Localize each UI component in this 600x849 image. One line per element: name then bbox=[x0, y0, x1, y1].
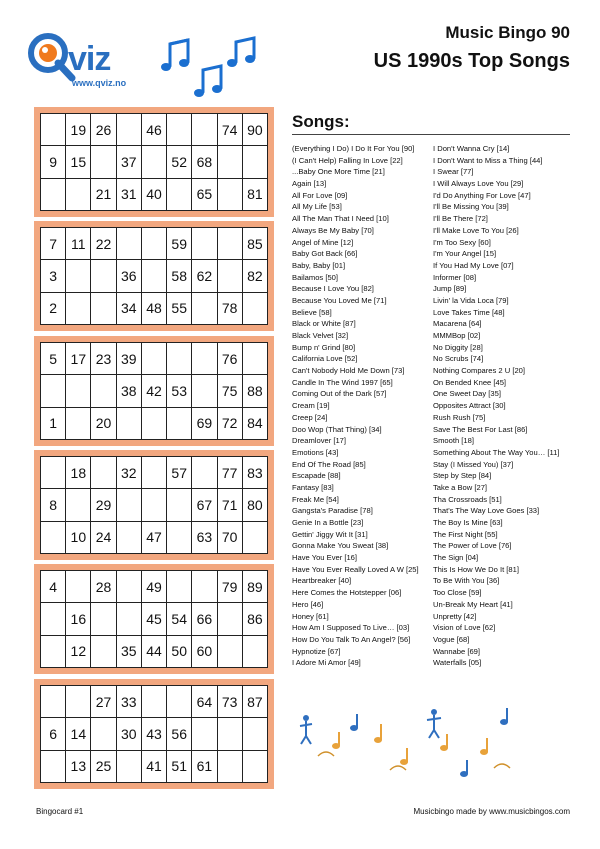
bingo-cell: 44 bbox=[141, 635, 166, 667]
song-item: Fantasy [83] bbox=[292, 482, 334, 492]
bingo-cell bbox=[242, 718, 267, 750]
bingo-cell: 65 bbox=[192, 178, 217, 210]
bingo-row bbox=[41, 228, 268, 260]
bingo-cell: 11 bbox=[66, 228, 91, 260]
bingo-cell bbox=[66, 489, 91, 521]
song-item: How Do You Talk To An Angel? [56] bbox=[292, 634, 411, 644]
theme-title: US 1990s Top Songs bbox=[373, 50, 570, 72]
song-item: Something About The Way You… [11] bbox=[433, 447, 560, 457]
bingo-cell: 15 bbox=[66, 146, 91, 178]
qviz-logo bbox=[28, 28, 148, 103]
bingo-cell: 50 bbox=[167, 635, 192, 667]
song-item: Bump n' Grind [80] bbox=[292, 342, 356, 352]
song-item: Gettin' Jiggy Wit It [31] bbox=[292, 529, 368, 539]
bingo-cell: 25 bbox=[91, 750, 116, 782]
bingo-cell: 36 bbox=[116, 260, 141, 292]
bingo-cell bbox=[167, 686, 192, 718]
song-item: Stay (I Missed You) [37] bbox=[433, 459, 514, 469]
song-item: Gangsta's Paradise [78] bbox=[292, 506, 373, 516]
song-item: No Scrubs [74] bbox=[433, 354, 484, 364]
bingo-card bbox=[34, 107, 274, 217]
songs-column-1 bbox=[292, 143, 419, 669]
bingo-cell bbox=[66, 260, 91, 292]
bingo-cell: 69 bbox=[192, 407, 217, 439]
bingo-cell bbox=[217, 146, 242, 178]
bingo-cell: 39 bbox=[116, 343, 141, 375]
bingo-grid bbox=[40, 570, 268, 668]
bingo-card bbox=[34, 450, 274, 560]
song-item: Informer [08] bbox=[433, 272, 477, 282]
bingo-cell: 46 bbox=[141, 114, 166, 146]
bingo-cell bbox=[242, 343, 267, 375]
bingo-cell bbox=[167, 521, 192, 553]
song-item: Escapade [88] bbox=[292, 471, 341, 481]
song-item: Opposites Attract [30] bbox=[433, 401, 506, 411]
bingo-cell: 86 bbox=[242, 603, 267, 635]
song-item: Save The Best For Last [86] bbox=[433, 424, 528, 434]
bingo-row bbox=[41, 260, 268, 292]
bingo-cell: 8 bbox=[41, 489, 66, 521]
bingo-cell: 73 bbox=[217, 686, 242, 718]
card-label: Bingocard #1 bbox=[36, 807, 84, 816]
bingo-cell: 26 bbox=[91, 114, 116, 146]
song-item: Black Velvet [32] bbox=[292, 331, 349, 340]
song-item: Baby Got Back [66] bbox=[292, 249, 358, 259]
bingo-cell bbox=[91, 260, 116, 292]
song-item: Rush Rush [75] bbox=[433, 412, 486, 422]
bingo-cell: 32 bbox=[116, 457, 141, 489]
bingo-cell: 58 bbox=[167, 260, 192, 292]
bingo-cell: 5 bbox=[41, 343, 66, 375]
bingo-cell bbox=[141, 489, 166, 521]
song-item: Un-Break My Heart [41] bbox=[433, 599, 513, 609]
bingo-cell: 10 bbox=[66, 521, 91, 553]
bingo-cell: 56 bbox=[167, 718, 192, 750]
bingo-cell: 37 bbox=[116, 146, 141, 178]
song-item: Genie In a Bottle [23] bbox=[292, 518, 364, 527]
bingo-cell: 7 bbox=[41, 228, 66, 260]
bingo-cell: 60 bbox=[192, 635, 217, 667]
brand-url: www.qviz.no bbox=[72, 78, 127, 88]
song-item: No Diggity [28] bbox=[433, 342, 483, 352]
song-item: I'll Make Love To You [26] bbox=[433, 225, 519, 235]
bingo-cell bbox=[116, 521, 141, 553]
song-item: Jump [89] bbox=[433, 284, 467, 294]
bingo-cell bbox=[41, 635, 66, 667]
bingo-cell bbox=[141, 457, 166, 489]
bingo-cell: 67 bbox=[192, 489, 217, 521]
bingo-cell: 13 bbox=[66, 750, 91, 782]
bingo-cell bbox=[141, 343, 166, 375]
bingo-cell: 79 bbox=[217, 571, 242, 603]
song-item: I'm Too Sexy [60] bbox=[433, 237, 491, 247]
bingo-row bbox=[41, 635, 268, 667]
bingo-grid bbox=[40, 227, 268, 325]
song-item: Have You Ever Really Loved A W [25] bbox=[292, 564, 419, 574]
bingo-cell bbox=[192, 571, 217, 603]
bingo-cell: 53 bbox=[167, 375, 192, 407]
song-item: Waterfalls [05] bbox=[433, 658, 482, 668]
song-item: I Don't Wanna Cry [14] bbox=[433, 144, 510, 153]
song-item: Bailamos [50] bbox=[292, 272, 339, 282]
bingo-grid bbox=[40, 685, 268, 783]
bingo-cell bbox=[41, 686, 66, 718]
song-item: Tha Crossroads [51] bbox=[433, 494, 502, 504]
bingo-cell bbox=[116, 603, 141, 635]
song-item: I'm Your Angel [15] bbox=[433, 249, 497, 259]
song-item: Doo Wop (That Thing) [34] bbox=[292, 424, 382, 434]
bingo-cell: 54 bbox=[167, 603, 192, 635]
bingo-cell bbox=[66, 292, 91, 324]
bingo-cell: 12 bbox=[66, 635, 91, 667]
bingo-cell bbox=[141, 407, 166, 439]
song-item: Believe [58] bbox=[292, 307, 332, 317]
bingo-row bbox=[41, 343, 268, 375]
songs-heading: Songs: bbox=[292, 112, 350, 131]
bingo-row bbox=[41, 489, 268, 521]
song-item: That's The Way Love Goes [33] bbox=[433, 506, 540, 516]
song-item: I'll Be Missing You [39] bbox=[433, 202, 509, 212]
bingo-cell: 80 bbox=[242, 489, 267, 521]
bingo-cell: 71 bbox=[217, 489, 242, 521]
song-item: Candle In The Wind 1997 [65] bbox=[292, 377, 393, 387]
song-item: The Boy Is Mine [63] bbox=[433, 518, 503, 527]
song-item: Can't Nobody Hold Me Down [73] bbox=[292, 366, 405, 376]
song-item: California Love [52] bbox=[292, 354, 358, 364]
song-item: Smooth [18] bbox=[433, 436, 474, 446]
bingo-cell: 43 bbox=[141, 718, 166, 750]
bingo-cell: 47 bbox=[141, 521, 166, 553]
bingo-grid bbox=[40, 342, 268, 440]
bingo-cell: 16 bbox=[66, 603, 91, 635]
bingo-cell: 2 bbox=[41, 292, 66, 324]
bingo-cell bbox=[66, 407, 91, 439]
bingo-cell: 85 bbox=[242, 228, 267, 260]
bingo-cell: 30 bbox=[116, 718, 141, 750]
song-item: The Sign [04] bbox=[433, 553, 479, 563]
dancing-notes-illustration bbox=[294, 704, 524, 784]
bingo-row bbox=[41, 718, 268, 750]
song-item: Because You Loved Me [71] bbox=[292, 295, 387, 305]
bingo-cell bbox=[91, 375, 116, 407]
song-item: Wannabe [69] bbox=[433, 646, 481, 656]
bingo-cell: 74 bbox=[217, 114, 242, 146]
bingo-cell: 52 bbox=[167, 146, 192, 178]
bingo-cell bbox=[192, 292, 217, 324]
bingo-cell: 4 bbox=[41, 571, 66, 603]
bingo-row bbox=[41, 178, 268, 210]
song-item: I Swear [77] bbox=[433, 167, 474, 177]
svg-text:viz: viz bbox=[68, 40, 111, 78]
bingo-cell bbox=[141, 228, 166, 260]
bingo-cell bbox=[167, 489, 192, 521]
song-item: End Of The Road [85] bbox=[292, 459, 366, 469]
bingo-cell bbox=[141, 146, 166, 178]
bingo-cell: 31 bbox=[116, 178, 141, 210]
song-item: This Is How We Do It [81] bbox=[433, 564, 519, 574]
bingo-card bbox=[34, 679, 274, 789]
song-item: I'll Be There [72] bbox=[433, 214, 488, 224]
bingo-cell: 23 bbox=[91, 343, 116, 375]
song-item: I Don't Want to Miss a Thing [44] bbox=[433, 155, 543, 165]
song-item: Always Be My Baby [70] bbox=[292, 225, 374, 235]
bingo-cell: 70 bbox=[217, 521, 242, 553]
song-item: If You Had My Love [07] bbox=[433, 260, 514, 270]
divider bbox=[292, 134, 570, 135]
music-notes-icon bbox=[158, 34, 268, 104]
bingo-cell: 82 bbox=[242, 260, 267, 292]
song-item: Because I Love You [82] bbox=[292, 284, 374, 294]
bingo-cell bbox=[217, 260, 242, 292]
bingo-cell: 49 bbox=[141, 571, 166, 603]
bingo-cell: 72 bbox=[217, 407, 242, 439]
bingo-cell bbox=[91, 635, 116, 667]
bingo-cell: 29 bbox=[91, 489, 116, 521]
bingo-cell bbox=[217, 228, 242, 260]
bingo-row bbox=[41, 146, 268, 178]
song-item: Baby, Baby [01] bbox=[292, 260, 346, 270]
song-item: Love Takes Time [48] bbox=[433, 307, 505, 317]
bingo-cell: 17 bbox=[66, 343, 91, 375]
bingo-cell bbox=[66, 375, 91, 407]
bingo-cell: 24 bbox=[91, 521, 116, 553]
bingo-cell bbox=[116, 489, 141, 521]
bingo-cell bbox=[41, 457, 66, 489]
song-item: MMMBop [02] bbox=[433, 331, 481, 340]
song-item: Freak Me [54] bbox=[292, 494, 339, 504]
bingo-cell: 21 bbox=[91, 178, 116, 210]
song-item: Angel of Mine [12] bbox=[292, 237, 354, 247]
song-item: To Be With You [36] bbox=[433, 576, 500, 586]
bingo-cell bbox=[242, 292, 267, 324]
bingo-cell: 81 bbox=[242, 178, 267, 210]
song-item: Creep [24] bbox=[292, 412, 328, 422]
bingo-cell: 42 bbox=[141, 375, 166, 407]
bingo-cell bbox=[217, 635, 242, 667]
bingo-cell: 63 bbox=[192, 521, 217, 553]
song-item: Livin' la Vida Loca [79] bbox=[433, 295, 509, 305]
bingo-cell bbox=[192, 718, 217, 750]
bingo-cell: 22 bbox=[91, 228, 116, 260]
bingo-cell bbox=[217, 718, 242, 750]
bingo-cell: 41 bbox=[141, 750, 166, 782]
bingo-cell bbox=[217, 750, 242, 782]
song-item: Gonna Make You Sweat [38] bbox=[292, 541, 389, 551]
bingo-cell bbox=[41, 178, 66, 210]
song-item: Again [13] bbox=[292, 179, 327, 189]
bingo-cell bbox=[242, 146, 267, 178]
bingo-cell: 88 bbox=[242, 375, 267, 407]
bingo-cell: 14 bbox=[66, 718, 91, 750]
bingo-row bbox=[41, 114, 268, 146]
bingo-card bbox=[34, 564, 274, 674]
song-item: The Power of Love [76] bbox=[433, 541, 512, 551]
bingo-cell bbox=[91, 292, 116, 324]
bingo-cell: 6 bbox=[41, 718, 66, 750]
bingo-cell bbox=[192, 343, 217, 375]
song-item: (Everything I Do) I Do It For You [90] bbox=[292, 144, 415, 153]
bingo-cell: 59 bbox=[167, 228, 192, 260]
song-item: How Am I Supposed To Live… [03] bbox=[292, 623, 410, 633]
bingo-cell bbox=[167, 343, 192, 375]
bingo-cell: 55 bbox=[167, 292, 192, 324]
bingo-cell bbox=[116, 571, 141, 603]
bingo-cell: 83 bbox=[242, 457, 267, 489]
bingo-grid bbox=[40, 113, 268, 211]
credit-text: Musicbingo made by www.musicbingos.com bbox=[413, 807, 570, 816]
bingo-cell bbox=[66, 686, 91, 718]
song-item: Unpretty [42] bbox=[433, 611, 477, 621]
bingo-cell: 40 bbox=[141, 178, 166, 210]
song-item: Vision of Love [62] bbox=[433, 623, 496, 633]
song-item: Too Close [59] bbox=[433, 588, 482, 598]
bingo-cell: 61 bbox=[192, 750, 217, 782]
bingo-cell bbox=[141, 260, 166, 292]
bingo-cell: 18 bbox=[66, 457, 91, 489]
game-title: Music Bingo 90 bbox=[445, 23, 570, 42]
bingo-cell: 78 bbox=[217, 292, 242, 324]
bingo-row bbox=[41, 407, 268, 439]
bingo-cell: 75 bbox=[217, 375, 242, 407]
bingo-cell bbox=[167, 571, 192, 603]
song-item: All The Man That I Need [10] bbox=[292, 214, 389, 224]
song-item: Coming Out of the Dark [57] bbox=[292, 389, 387, 399]
bingo-cell bbox=[116, 114, 141, 146]
song-item: I'd Do Anything For Love [47] bbox=[433, 190, 531, 200]
song-item: Honey [61] bbox=[292, 611, 329, 621]
bingo-cell bbox=[91, 718, 116, 750]
bingo-cell: 27 bbox=[91, 686, 116, 718]
bingo-cell: 64 bbox=[192, 686, 217, 718]
song-item: Cream [19] bbox=[292, 401, 330, 411]
bingo-cell bbox=[192, 228, 217, 260]
bingo-cell bbox=[41, 750, 66, 782]
bingo-row bbox=[41, 686, 268, 718]
bingo-grid bbox=[40, 456, 268, 554]
bingo-cell bbox=[242, 521, 267, 553]
bingo-cell: 68 bbox=[192, 146, 217, 178]
song-item: Dreamlover [17] bbox=[292, 436, 347, 446]
bingo-cell bbox=[192, 114, 217, 146]
header-titles bbox=[374, 22, 570, 76]
bingo-cell bbox=[66, 178, 91, 210]
bingo-cell: 35 bbox=[116, 635, 141, 667]
bingo-cell bbox=[167, 114, 192, 146]
bingo-cell: 51 bbox=[167, 750, 192, 782]
bingo-cell: 89 bbox=[242, 571, 267, 603]
bingo-cell bbox=[41, 603, 66, 635]
song-item: Hero [46] bbox=[292, 599, 324, 609]
song-item: All For Love [09] bbox=[292, 190, 348, 200]
bingo-cell bbox=[66, 571, 91, 603]
bingo-cell: 28 bbox=[91, 571, 116, 603]
bingo-card bbox=[34, 221, 274, 331]
song-item: I Adore Mi Amor [49] bbox=[292, 658, 361, 668]
bingo-row bbox=[41, 457, 268, 489]
song-item: Here Comes the Hotstepper [06] bbox=[292, 588, 402, 598]
song-item: Have You Ever [16] bbox=[292, 553, 358, 563]
bingo-cell: 62 bbox=[192, 260, 217, 292]
song-item: ...Baby One More Time [21] bbox=[292, 167, 385, 177]
song-item: All My Life [53] bbox=[292, 202, 342, 212]
song-item: Take a Bow [27] bbox=[433, 482, 488, 492]
song-item: The First Night [55] bbox=[433, 529, 498, 539]
bingo-cell bbox=[242, 635, 267, 667]
bingo-row bbox=[41, 292, 268, 324]
bingo-cell bbox=[141, 686, 166, 718]
song-item: (I Can't Help) Falling In Love [22] bbox=[292, 155, 403, 165]
bingo-cell: 76 bbox=[217, 343, 242, 375]
bingo-cell bbox=[41, 114, 66, 146]
bingo-row bbox=[41, 603, 268, 635]
bingo-cell bbox=[41, 521, 66, 553]
bingo-cell bbox=[41, 375, 66, 407]
bingo-cell: 45 bbox=[141, 603, 166, 635]
song-item: Heartbreaker [40] bbox=[292, 576, 352, 586]
bingo-cell: 1 bbox=[41, 407, 66, 439]
bingo-cell: 3 bbox=[41, 260, 66, 292]
song-item: Macarena [64] bbox=[433, 319, 482, 329]
bingo-cell bbox=[91, 146, 116, 178]
bingo-card bbox=[34, 336, 274, 446]
bingo-cell: 34 bbox=[116, 292, 141, 324]
bingo-cell: 33 bbox=[116, 686, 141, 718]
bingo-row bbox=[41, 521, 268, 553]
bingo-cell bbox=[192, 457, 217, 489]
bingo-cell: 57 bbox=[167, 457, 192, 489]
song-item: I Will Always Love You [29] bbox=[433, 179, 524, 189]
bingo-cell: 84 bbox=[242, 407, 267, 439]
bingo-cell: 9 bbox=[41, 146, 66, 178]
bingo-cell bbox=[116, 228, 141, 260]
bingo-cell: 48 bbox=[141, 292, 166, 324]
song-item: Nothing Compares 2 U [20] bbox=[433, 366, 526, 376]
bingo-cell bbox=[217, 603, 242, 635]
bingo-cell bbox=[167, 178, 192, 210]
bingo-cell bbox=[91, 457, 116, 489]
bingo-cell: 20 bbox=[91, 407, 116, 439]
bingo-cell bbox=[192, 375, 217, 407]
song-item: On Bended Knee [45] bbox=[433, 377, 507, 387]
song-item: Black or White [87] bbox=[292, 319, 356, 329]
bingo-cell bbox=[167, 407, 192, 439]
bingo-cell: 77 bbox=[217, 457, 242, 489]
song-item: Emotions [43] bbox=[292, 447, 339, 457]
bingo-cell: 87 bbox=[242, 686, 267, 718]
bingo-cell: 90 bbox=[242, 114, 267, 146]
bingo-cell: 19 bbox=[66, 114, 91, 146]
bingo-cell bbox=[116, 407, 141, 439]
songs-column-2 bbox=[433, 143, 560, 669]
bingo-row bbox=[41, 571, 268, 603]
bingo-cell bbox=[217, 178, 242, 210]
song-item: Hypnotize [67] bbox=[292, 646, 341, 656]
bingo-row bbox=[41, 375, 268, 407]
bingo-cell: 38 bbox=[116, 375, 141, 407]
bingo-cell bbox=[242, 750, 267, 782]
song-item: Step by Step [84] bbox=[433, 471, 492, 481]
bingo-cell: 66 bbox=[192, 603, 217, 635]
bingo-cell bbox=[116, 750, 141, 782]
song-item: Vogue [68] bbox=[433, 634, 470, 644]
bingo-row bbox=[41, 750, 268, 782]
song-item: One Sweet Day [35] bbox=[433, 389, 501, 399]
bingo-cell bbox=[91, 603, 116, 635]
